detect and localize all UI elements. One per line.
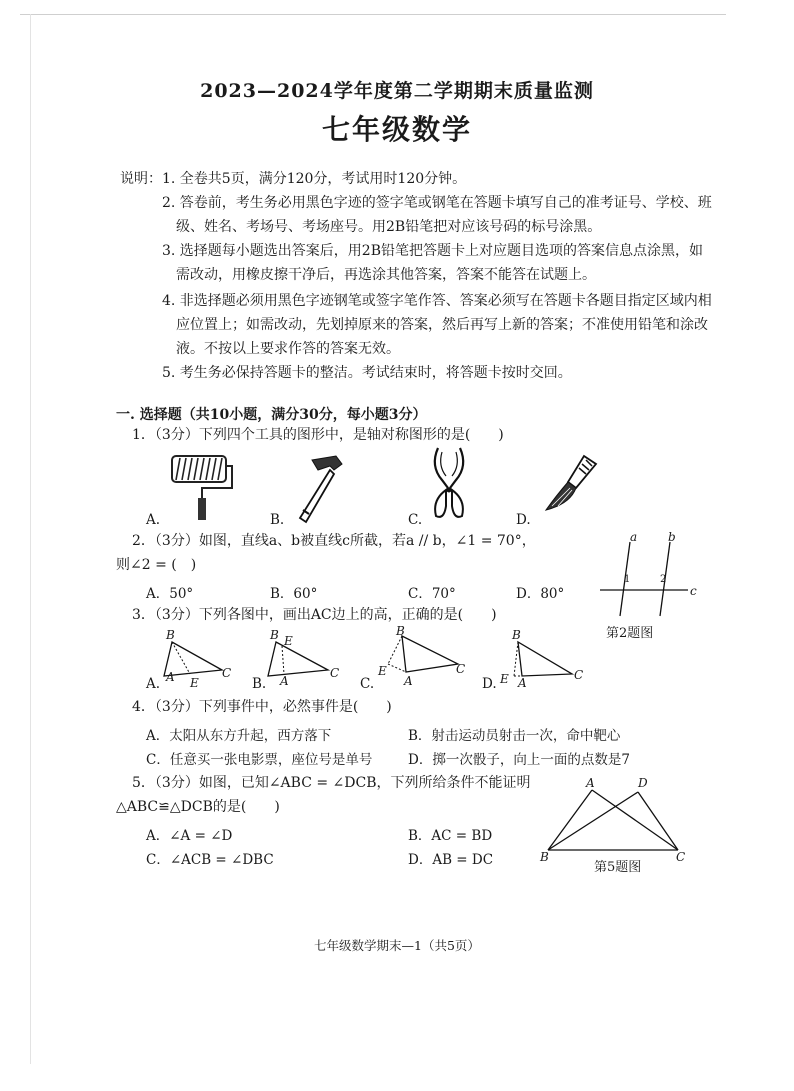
q2-caption: 第2题图	[606, 626, 654, 641]
q5-option-c[interactable]: C．∠ACB = ∠DBC	[146, 852, 274, 868]
q3-option-d[interactable]: D.	[482, 676, 497, 692]
q3b-label-c: C	[330, 666, 340, 680]
note-line: 5. 考生务必保持答题卡的整洁。考试结束时，将答题卡按时交回。	[162, 365, 572, 381]
q5-option-a[interactable]: A．∠A = ∠D	[146, 828, 233, 844]
q2-label-a: a	[630, 530, 638, 544]
q4-option-b[interactable]: B．射击运动员射击一次，命中靶心	[408, 728, 621, 744]
question-5-stem-cont: △ABC≌△DCB的是( )	[116, 799, 280, 815]
q3d-label-a: A	[518, 676, 527, 690]
question-5-stem: 5．（3分）如图，已知∠ABC = ∠DCB，下列所给条件不能证明	[132, 775, 531, 791]
q2-label-b: b	[668, 530, 676, 544]
q1-option-d[interactable]: D.	[516, 512, 531, 528]
q3b-label-e: E	[284, 634, 293, 648]
question-3-stem: 3．（3分）下列各图中，画出AC边上的高，正确的是( )	[132, 607, 497, 623]
note-line: 1. 全卷共5页，满分120分，考试用时120分钟。	[162, 171, 467, 187]
q3d-label-c: C	[574, 668, 584, 682]
page-footer: 七年级数学期末—1（共5页）	[314, 938, 480, 953]
question-2-stem: 2．（3分）如图，直线a、b被直线c所截，若a // b，∠1 = 70°，	[132, 533, 536, 549]
q3d-label-b: B	[512, 628, 521, 642]
q5-caption: 第5题图	[594, 860, 642, 875]
question-2-stem-cont: 则∠2 = ( )	[116, 557, 197, 573]
note-line: 需改动，用橡皮擦干净后，再选涂其他答案，答案不能答在试题上。	[176, 267, 596, 283]
q4-option-c[interactable]: C．任意买一张电影票，座位号是单号	[146, 752, 373, 768]
question-1-stem: 1．（3分）下列四个工具的图形中，是轴对称图形的是( )	[132, 427, 504, 443]
notes-label: 说明：	[120, 171, 162, 187]
exam-title: 2023—2024学年度第二学期期末质量监测	[200, 80, 594, 102]
q3a-label-e: E	[190, 676, 199, 690]
q3-option-b[interactable]: B.	[252, 676, 267, 692]
note-line: 液。不按以上要求作答的答案无效。	[176, 341, 400, 357]
note-line: 3. 选择题每小题选出答案后，用2B铅笔把答题卡上对应题目选项的答案信息点涂黑，如	[162, 243, 704, 259]
note-line: 2. 答卷前，考生务必用黑色字迹的签字笔或钢笔在答题卡填写自己的准考证号、学校、班	[162, 195, 712, 211]
q3b-label-a: A	[280, 674, 289, 688]
q3a-label-b: B	[166, 628, 175, 642]
note-line: 应位置上；如需改动，先划掉原来的答案，然后再写上新的答案；不准使用铅笔和涂改	[176, 317, 708, 333]
question-4-stem: 4．（3分）下列事件中，必然事件是( )	[132, 699, 392, 715]
q3b-label-b: B	[270, 628, 279, 642]
q2-angle-2: 2	[660, 574, 667, 585]
q5-figure	[540, 784, 690, 856]
q2-figure	[596, 534, 706, 618]
q3a-label-a: A	[166, 670, 175, 684]
q3a-label-c: C	[222, 666, 232, 680]
q2-option-b[interactable]: B．60°	[270, 586, 318, 602]
q5-label-c: C	[676, 850, 686, 864]
q3-option-c[interactable]: C.	[360, 676, 375, 692]
scan-border-top	[20, 14, 726, 15]
note-line: 4. 非选择题必须用黑色字迹钢笔或签字笔作答、答案必须写在答题卡各题目指定区域内相	[162, 293, 712, 309]
q5-option-d[interactable]: D．AB = DC	[408, 852, 494, 868]
scissors-icon	[424, 444, 474, 524]
section-heading: 一. 选择题（共10小题，满分30分，每小题3分）	[116, 407, 427, 423]
q5-label-b: B	[540, 850, 549, 864]
q2-angle-1: 1	[624, 574, 631, 585]
q4-option-a[interactable]: A．太阳从东方升起，西方落下	[146, 728, 332, 744]
paint-roller-icon	[168, 452, 238, 524]
q1-option-c[interactable]: C.	[408, 512, 423, 528]
q3-figure-c	[378, 630, 462, 678]
exam-subject: 七年级数学	[321, 113, 472, 146]
q2-option-a[interactable]: A．50°	[146, 586, 194, 602]
q5-label-d: D	[638, 776, 648, 790]
hammer-icon	[290, 452, 350, 524]
note-line: 级、姓名、考场号、考场座号。用2B铅笔把对应该号码的标号涂黑。	[176, 219, 602, 235]
scan-border-left	[30, 14, 31, 1064]
q2-option-d[interactable]: D．80°	[516, 586, 565, 602]
q1-option-b[interactable]: B.	[270, 512, 285, 528]
q3c-label-e: E	[378, 664, 387, 678]
q2-option-c[interactable]: C．70°	[408, 586, 456, 602]
q5-label-a: A	[586, 776, 595, 790]
q1-option-a[interactable]: A.	[146, 512, 161, 528]
q3c-label-a: A	[404, 674, 413, 688]
q5-option-b[interactable]: B．AC = BD	[408, 828, 493, 844]
q3c-label-b: B	[396, 624, 405, 638]
q3-option-a[interactable]: A.	[146, 676, 161, 692]
broom-brush-icon	[540, 452, 606, 518]
q3c-label-c: C	[456, 662, 466, 676]
q2-label-c: c	[690, 584, 697, 598]
q4-option-d[interactable]: D．掷一次骰子，向上一面的点数是7	[408, 752, 630, 768]
q3d-label-e: E	[500, 672, 509, 686]
